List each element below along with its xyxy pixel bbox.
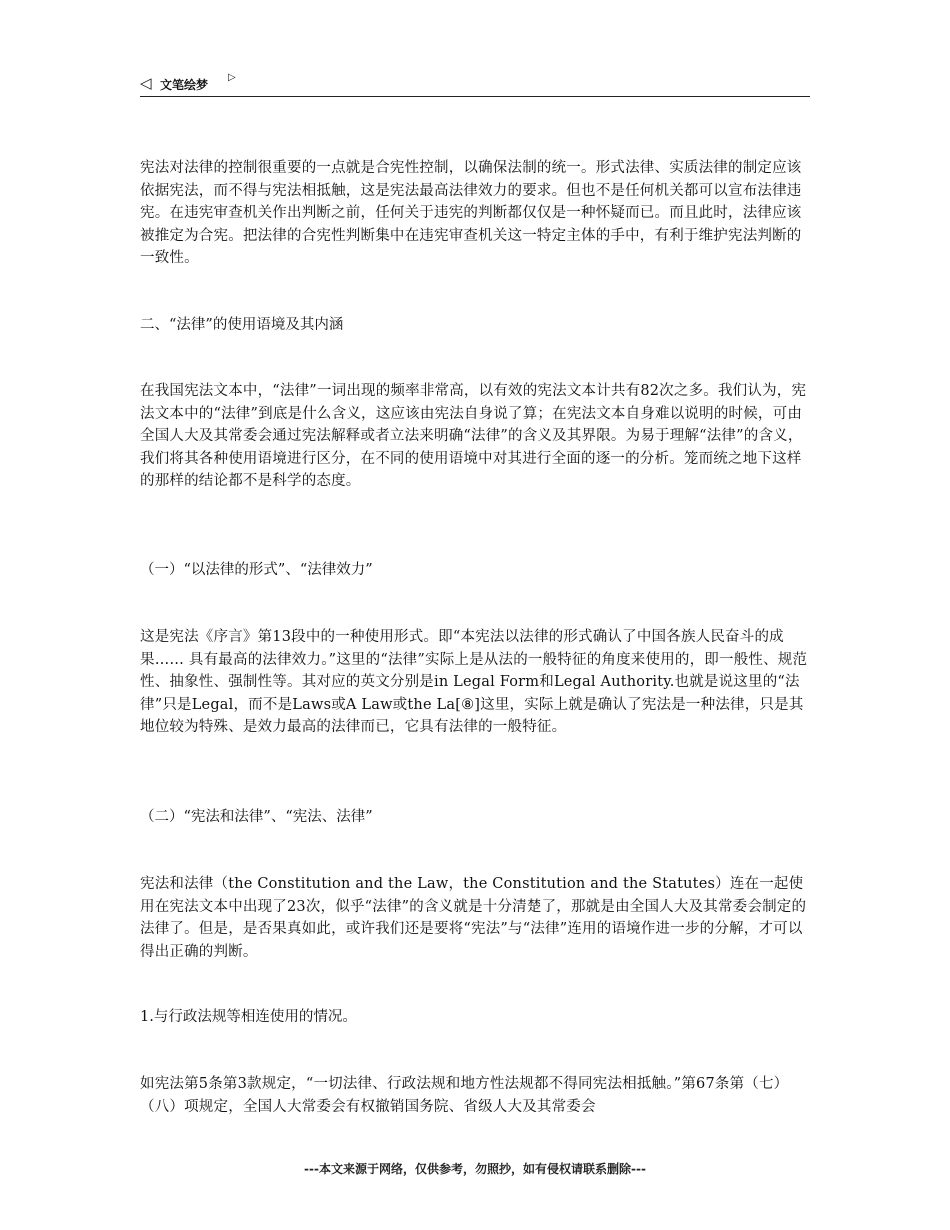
header-brand: 文笔绘梦 [160,78,209,92]
triangle-left-icon: ◁ [140,74,152,92]
paragraph-5: 如宪法第5条第3款规定，“一切法律、行政法规和地方性法规都不得同宪法相抵触。”第67条第（七）（八）项规定，全国人大常委会有权撤销国务院、省级人大及其常委会 [140,1076,789,1115]
paragraph-2: 在我国宪法文本中，“法律”一词出现的频率非常高，以有效的宪法文本计共有82次之多。我们认为，宪法文本中的“法律”到底是什么含义，这应该由宪法自身说了算；在宪法文本自身难以说明的时候，可由全国人大及其常委会通过宪法解释或者立法来明确“法律”的含义及其界限。为易于理解“法律”的含义，我们将其各种使用语境进行区分，在不同的使用语境中对其进行全面的逐一的分析。笼而统之地下这样的那样的结论都不是科学的态度。 [140,383,807,489]
page-header [140,70,810,97]
paragraph-4: 宪法和法律（the Constitution and the Law，the Constitution and the Statutes）连在一起使用在宪法文本中出现了23次，似乎“法律”的含义就是十分清楚了，那就是由全国人大及其常委会制定的法律了。但是，是否果真如此，或许我们还是要将“宪法”与“法律”连用的语境作进一步的分解，才可以得出正确的判断。 [140,876,807,960]
footer-disclaimer: ---本文来源于网络，仅供参考，勿照抄，如有侵权请联系删除--- [304,1162,646,1176]
triangle-right-icon: ▷ [228,72,236,83]
subsection-heading-2: （二）“宪法和法律”、“宪法、法律” [140,809,373,825]
section-heading-2: 二、“法律”的使用语境及其内涵 [140,317,344,333]
paragraph-1: 宪法对法律的控制很重要的一点就是合宪性控制，以确保法制的统一。形式法律、实质法律的制定应该依据宪法，而不得与宪法相抵触，这是宪法最高法律效力的要求。但也不是任何机关都可以宣布法律违宪。在违宪审查机关作出判断之前，任何关于违宪的判断都仅仅是一种怀疑而已。而且此时，法律应该被推定为合宪。把法律的合宪性判断集中在违宪审查机关这一特定主体的手中，有利于维护宪法判断的一致性。 [140,160,802,266]
paragraph-3: 这是宪法《序言》第13段中的一种使用形式。即“本宪法以法律的形式确认了中国各族人民奋斗的成果…… 具有最高的法律效力。”这里的“法律”实际上是从法的一般特征的角度来使用的，即一般性、规范性、抽象性、强制性等。其对应的英文分别是in Legal Form和Legal Authority.也就是说这里的“法律”只是Legal，而不是Laws或A Law或the La[⑧]这里，实际上就是确认了宪法是一种法律，只是其地位较为特殊、是效力最高的法律而已，它具有法律的一般特征。 [140,629,808,735]
item-heading-1: 1.与行政法规等相连使用的情况。 [140,1009,357,1025]
subsection-heading-1: （一）“以法律的形式”、“法律效力” [140,562,373,578]
